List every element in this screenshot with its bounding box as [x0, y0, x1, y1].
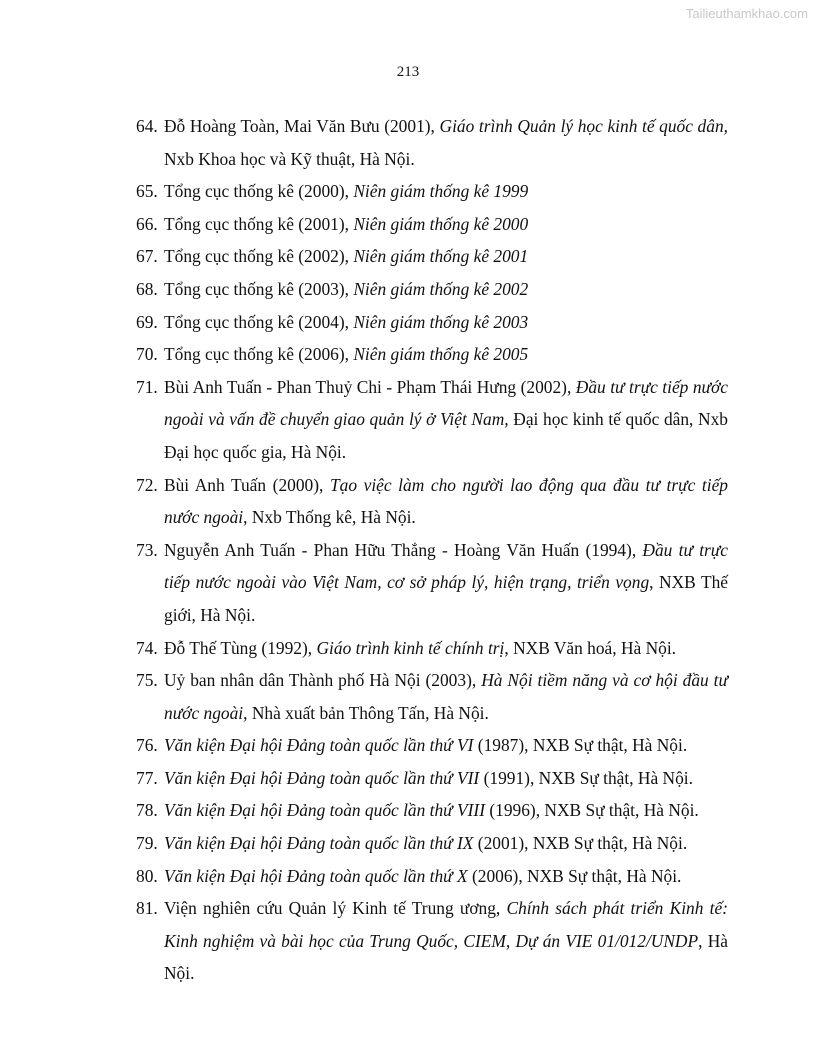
reference-title: Niên giám thống kê 2003	[353, 311, 529, 332]
reference-text: Bùi Anh Tuấn - Phan Thuỷ Chi - Phạm Thái Hưng (2002),	[164, 376, 576, 397]
reference-item	[136, 306, 728, 339]
reference-number: 78.	[136, 800, 158, 821]
reference-title: Đầu tư trực tiếp nước ngoài vào Việt Nam, cơ sở pháp lý, hiện trạng, triển vọng	[164, 539, 728, 593]
reference-title: Niên giám thống kê 1999	[353, 181, 529, 202]
reference-text: Uỷ ban nhân dân Thành phố Hà Nội (2003),	[164, 670, 482, 691]
reference-text: Tổng cục thống kê (2003),	[164, 278, 354, 299]
reference-text: , NXB Thế giới, Hà Nội.	[164, 572, 728, 625]
reference-title: Văn kiện Đại hội Đảng toàn quốc lần thứ VIII	[164, 800, 486, 821]
reference-number: 77.	[136, 767, 158, 788]
reference-text: Nguyễn Anh Tuấn - Phan Hữu Thắng - Hoàng Văn Huấn (1994),	[164, 539, 643, 560]
reference-text: , NXB Văn hoá, Hà Nội.	[504, 637, 677, 658]
reference-text: (2001), NXB Sự thật, Hà Nội.	[473, 833, 688, 854]
reference-text: Nxb Khoa học và Kỹ thuật, Hà Nội.	[164, 148, 415, 169]
reference-title: Văn kiện Đại hội Đảng toàn quốc lần thứ VI	[164, 735, 474, 756]
reference-title: Tạo việc làm cho người lao động qua đầu tư trực tiếp nước ngoài	[164, 474, 728, 528]
reference-number: 64.	[136, 116, 158, 136]
reference-number: 72.	[136, 474, 158, 495]
reference-text: (1996), NXB Sự thật, Hà Nội.	[485, 800, 699, 821]
reference-item	[136, 892, 728, 990]
reference-title: Chính sách phát triển Kinh tế: Kinh nghiệm và bài học của Trung Quốc, CIEM, Dự án VIE 01/012/UNDP	[164, 898, 728, 951]
page-number: 213	[396, 64, 420, 80]
reference-text: Tổng cục thống kê (2002),	[164, 246, 354, 267]
reference-title: Giáo trình Quản lý học kinh tế quốc dân,	[439, 116, 728, 136]
reference-item	[136, 338, 728, 371]
reference-text: Tổng cục thống kê (2000),	[164, 181, 354, 202]
reference-item	[136, 371, 728, 469]
reference-title: Niên giám thống kê 2005	[353, 344, 529, 365]
reference-number: 70.	[136, 344, 158, 365]
reference-title: Giáo trình kinh tế chính trị	[316, 637, 505, 658]
reference-item	[136, 664, 728, 729]
reference-text: Đỗ Thế Tùng (1992),	[164, 637, 317, 658]
reference-list	[136, 110, 728, 990]
reference-number: 80.	[136, 865, 158, 886]
reference-number: 69.	[136, 311, 158, 332]
reference-item	[136, 729, 728, 762]
reference-number: 68.	[136, 278, 158, 299]
reference-title: Văn kiện Đại hội Đảng toàn quốc lần thứ VII	[164, 767, 480, 788]
reference-title: Niên giám thống kê 2002	[353, 278, 529, 299]
reference-number: 79.	[136, 833, 158, 854]
reference-item	[136, 110, 728, 175]
reference-item	[136, 827, 728, 860]
reference-number: 67.	[136, 246, 158, 267]
reference-text: Đại học kinh tế quốc dân, Nxb Đại học quốc gia, Hà Nội.	[164, 409, 728, 462]
reference-number: 71.	[136, 376, 158, 397]
reference-text: (2006), NXB Sự thật, Hà Nội.	[467, 865, 682, 886]
reference-number: 66.	[136, 213, 158, 234]
reference-item	[136, 534, 728, 632]
reference-title: Đầu tư trực tiếp nước ngoài và vấn đề chuyển giao quản lý ở Việt Nam,	[164, 376, 729, 430]
reference-number: 73.	[136, 539, 158, 560]
reference-text: (1991), NXB Sự thật, Hà Nội.	[479, 767, 693, 788]
reference-text: Tổng cục thống kê (2004),	[164, 311, 354, 332]
reference-item	[136, 175, 728, 208]
reference-item	[136, 273, 728, 306]
reference-text: , Nhà xuất bản Thông Tấn, Hà Nội.	[243, 702, 489, 723]
reference-text: (1987), NXB Sự thật, Hà Nội.	[473, 735, 688, 756]
reference-title: Niên giám thống kê 2001	[353, 246, 529, 267]
reference-number: 74.	[136, 637, 158, 658]
reference-item	[136, 208, 728, 241]
reference-text: Tổng cục thống kê (2006),	[164, 344, 354, 365]
reference-text: , Hà Nội.	[164, 930, 728, 984]
reference-number: 75.	[136, 670, 158, 691]
reference-text: Tổng cục thống kê (2001),	[164, 213, 354, 234]
reference-text: Bùi Anh Tuấn (2000),	[164, 474, 330, 495]
reference-title: Hà Nội tiềm năng và cơ hội đầu tư nước ngoài	[164, 670, 728, 723]
reference-item	[136, 860, 728, 893]
reference-item	[136, 632, 728, 665]
reference-number: 65.	[136, 181, 158, 202]
reference-text: Đỗ Hoàng Toàn, Mai Văn Bưu (2001),	[164, 116, 440, 136]
watermark: Tailieuthamkhao.com	[685, 6, 808, 21]
reference-item	[136, 794, 728, 827]
reference-number: 81.	[136, 898, 158, 919]
reference-title: Văn kiện Đại hội Đảng toàn quốc lần thứ X	[164, 865, 468, 886]
reference-item	[136, 469, 728, 534]
reference-title: Văn kiện Đại hội Đảng toàn quốc lần thứ IX	[164, 833, 474, 854]
reference-item	[136, 240, 728, 273]
reference-title: Niên giám thống kê 2000	[353, 213, 529, 234]
reference-text: , Nxb Thống kê, Hà Nội.	[243, 507, 416, 528]
reference-text: Viện nghiên cứu Quản lý Kinh tế Trung ương,	[164, 898, 507, 919]
reference-number: 76.	[136, 735, 158, 756]
reference-item	[136, 762, 728, 795]
